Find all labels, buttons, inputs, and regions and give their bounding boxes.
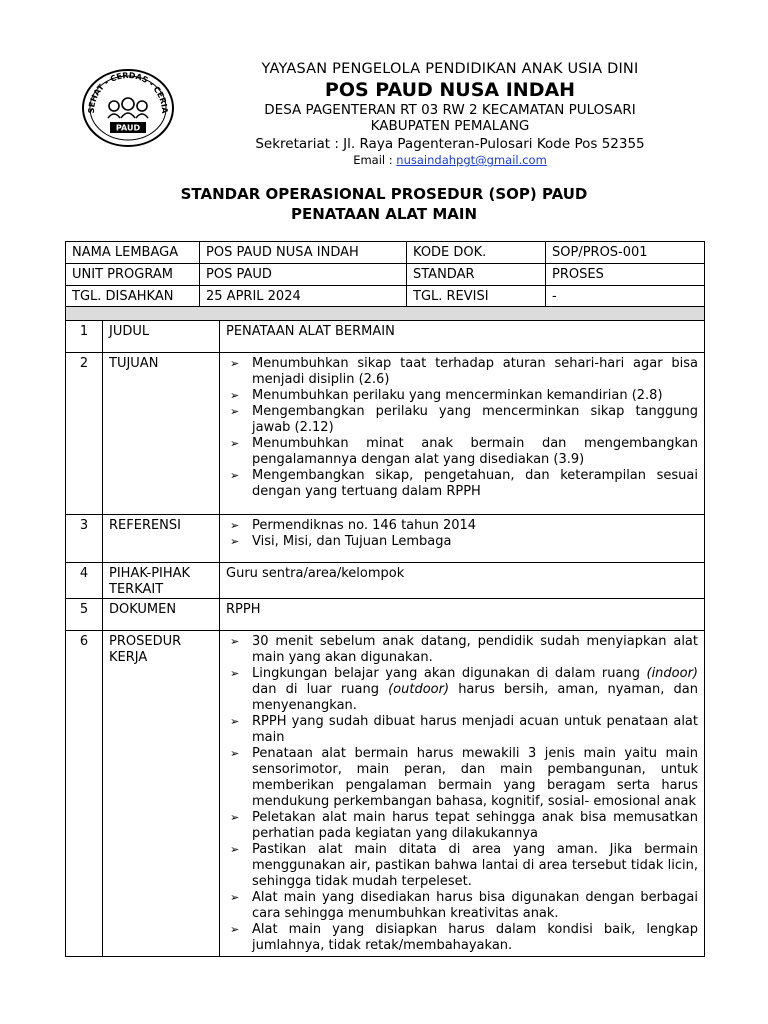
- info-row: [66, 286, 705, 308]
- info-cell: -: [546, 286, 705, 308]
- list-item: ➢ Pastikan alat main ditata di area yang aman. Jika bermain menggunakan air, pastikan bahwa lantai di area tersebut tidak licin, sehingga tidak mudah terpeleset.: [226, 842, 698, 890]
- references-list: [226, 518, 698, 550]
- logo-arc-text: SEHAT - CERDAS - CERIA: [86, 70, 170, 114]
- list-item: ➢ Menumbuhkan sikap taat terhadap aturan sehari-hari agar bisa menjadi disiplin (2.6): [226, 356, 698, 388]
- info-cell: TGL. DISAHKAN: [66, 286, 200, 308]
- row-content: PENATAAN ALAT BERMAIN: [220, 321, 705, 353]
- info-cell: POS PAUD NUSA INDAH: [200, 242, 407, 264]
- list-item: ➢ Menumbuhkan perilaku yang mencerminkan kemandirian (2.8): [226, 388, 698, 404]
- list-item: ➢ Alat main yang disiapkan harus dalam kondisi baik, lengkap jumlahnya, tidak retak/membahayakan.: [226, 922, 698, 954]
- row-number: 5: [66, 599, 103, 631]
- text-span: dan di luar ruang: [252, 682, 389, 697]
- row-label: PIHAK-PIHAK TERKAIT: [103, 563, 220, 599]
- info-row: [66, 264, 705, 286]
- table-row: [66, 631, 705, 957]
- row-label: TUJUAN: [103, 353, 220, 515]
- list-item: ➢ Alat main yang disediakan harus bisa digunakan dengan berbagai cara sehingga menumbuhkan kreativitas anak.: [226, 890, 698, 922]
- row-content: RPPH: [220, 599, 705, 631]
- row-number: 1: [66, 321, 103, 353]
- row-label: DOKUMEN: [103, 599, 220, 631]
- procedure-list: [226, 634, 698, 954]
- row-number: 3: [66, 515, 103, 563]
- info-cell: SOP/PROS-001: [546, 242, 705, 264]
- row-number: 2: [66, 353, 103, 515]
- row-number: 4: [66, 563, 103, 599]
- address-regency: KABUPATEN PEMALANG: [370, 118, 530, 134]
- table-row: [66, 321, 705, 353]
- foundation-name: YAYASAN PENGELOLA PENDIDIKAN ANAK USIA DINI: [261, 61, 639, 77]
- address-village: DESA PAGENTERAN RT 03 RW 2 KECAMATAN PULOSARI: [264, 102, 636, 118]
- separator-cell: [66, 307, 705, 321]
- email-link[interactable]: nusaindahpgt@gmail.com: [396, 153, 547, 167]
- row-content: [220, 353, 705, 515]
- separator-row: [66, 307, 705, 321]
- info-cell: KODE DOK.: [407, 242, 546, 264]
- row-number: 6: [66, 631, 103, 957]
- table-row: [66, 563, 705, 599]
- table-row: [66, 353, 705, 515]
- list-item: ➢ Mengembangkan sikap, pengetahuan, dan keterampilan sesuai dengan yang tertuang dalam RPPH: [226, 468, 698, 500]
- row-content: [220, 515, 705, 563]
- secretariat-address: Sekretariat : Jl. Raya Pagenteran-Pulosari Kode Pos 52355: [255, 136, 645, 152]
- info-row: [66, 242, 705, 264]
- table-row: [66, 515, 705, 563]
- table-row: [66, 599, 705, 631]
- document-title: [60, 184, 708, 224]
- info-cell: STANDAR: [407, 264, 546, 286]
- title-line-1: STANDAR OPERASIONAL PROSEDUR (SOP) PAUD: [180, 185, 588, 203]
- list-item: ➢ RPPH yang sudah dibuat harus menjadi acuan untuk penataan alat main: [226, 714, 698, 746]
- list-item: ➢ Visi, Misi, dan Tujuan Lembaga: [226, 534, 698, 550]
- institution-name: POS PAUD NUSA INDAH: [324, 79, 576, 101]
- info-cell: NAMA LEMBAGA: [66, 242, 200, 264]
- letterhead: [170, 60, 730, 167]
- row-content: Guru sentra/area/kelompok: [220, 563, 705, 599]
- list-item: [226, 666, 698, 714]
- row-label: JUDUL: [103, 321, 220, 353]
- text-span: harus bersih, aman, nyaman, dan menyenangkan.: [252, 682, 698, 713]
- list-item: ➢ 30 menit sebelum anak datang, pendidik sudah menyiapkan alat main yang akan digunakan.: [226, 634, 698, 666]
- list-item: ➢ Permendiknas no. 146 tahun 2014: [226, 518, 698, 534]
- italic-term: (outdoor): [388, 682, 450, 697]
- row-label: REFERENSI: [103, 515, 220, 563]
- objectives-list: [226, 356, 698, 500]
- list-item: ➢ Peletakan alat main harus tepat sehingga anak bisa memusatkan perhatian pada kegiatan yang dilakukannya: [226, 810, 698, 842]
- row-content: [220, 631, 705, 957]
- row-label: PROSEDUR KERJA: [103, 631, 220, 957]
- info-cell: UNIT PROGRAM: [66, 264, 200, 286]
- sop-table: [65, 306, 705, 957]
- logo-banner-text: PAUD: [115, 123, 141, 133]
- email-line: [170, 153, 730, 167]
- document-info-table: [65, 241, 705, 308]
- title-line-2: PENATAAN ALAT MAIN: [290, 205, 478, 223]
- list-item: ➢ Mengembangkan perilaku yang mencerminkan sikap tanggung jawab (2.12): [226, 404, 698, 436]
- text-span: Lingkungan belajar yang akan digunakan di dalam ruang: [252, 666, 647, 681]
- italic-term: (indoor): [646, 666, 698, 681]
- email-label: Email :: [353, 153, 397, 167]
- list-item: ➢ Menumbuhkan minat anak bermain dan mengembangkan pengalamannya dengan alat yang disediakan (3.9): [226, 436, 698, 468]
- info-cell: TGL. REVISI: [407, 286, 546, 308]
- list-item: ➢ Penataan alat bermain harus mewakili 3 jenis main yaitu main sensorimotor, main peran, dan main pembangunan, untuk memberikan pengalaman bermain yang beragam serta harus mendukung perkembangan bahasa, kognitif, sosial- emosional anak: [226, 746, 698, 810]
- info-cell: POS PAUD: [200, 264, 407, 286]
- paud-logo: [80, 64, 176, 148]
- info-cell: 25 APRIL 2024: [200, 286, 407, 308]
- info-cell: PROSES: [546, 264, 705, 286]
